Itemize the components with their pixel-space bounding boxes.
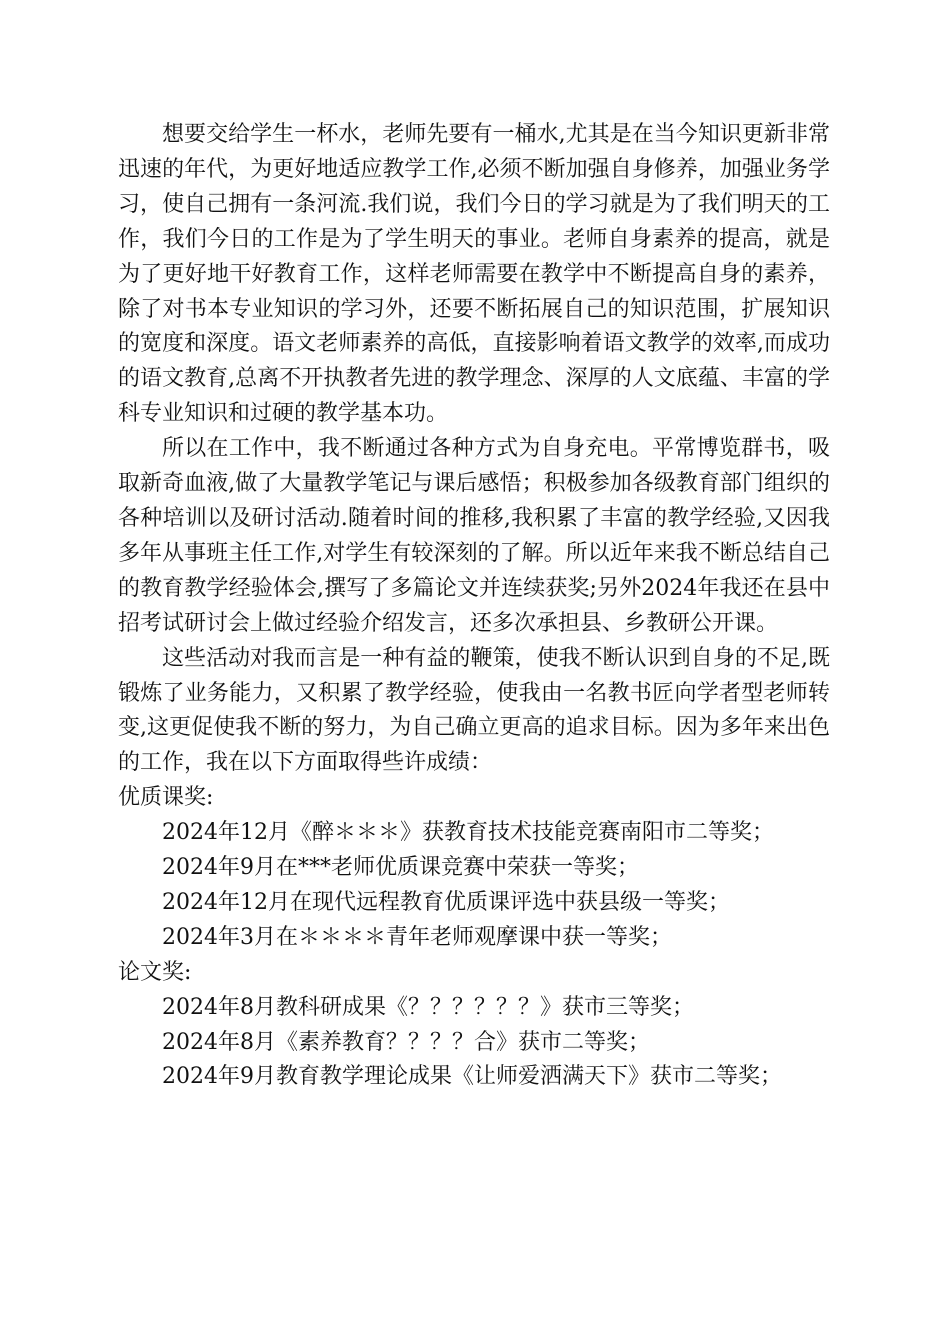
quality-lesson-heading: 优质课奖:	[118, 785, 214, 811]
body-paragraph-3: 这些活动对我而言是一种有益的鞭策，使我不断认识到自身的不足,既锻炼了业务能力，又积累了教学经验，使我由一名教书匠向学者型老师转变,这更促使我不断的努力，为自己确立更高的追求目标。因为多年来出色的工作，我在以下方面取得些许成绩：	[118, 645, 830, 776]
list-item: 2024年12月《醉＊＊＊》获教育技术技能竞赛南阳市二等奖；	[162, 820, 774, 846]
document-page	[118, 118, 830, 1095]
list-item: 2024年9月在***老师优质课竞赛中荣获一等奖；	[162, 855, 639, 881]
body-paragraph-1: 想要交给学生一杯水，老师先要有一桶水,尤其是在当今知识更新非常迅速的年代，为更好地适应教学工作,必须不断加强自身修养，加强业务学习，使自己拥有一条河流.我们说，我们今日的学习就是为了我们明天的工作，我们今日的工作是为了学生明天的事业。老师自身素养的提高，就是为了更好地干好教育工作，这样老师需要在教学中不断提高自身的素养，除了对书本专业知识的学习外，还要不断拓展自己的知识范围，扩展知识的宽度和深度。语文老师素养的高低，直接影响着语文教学的效率,而成功的语文教育,总离不开执教者先进的教学理念、深厚的人文底蕴、丰富的学科专业知识和过硬的教学基本功。	[118, 122, 830, 427]
list-item: 2024年9月教育教学理论成果《让师爱洒满天下》获市二等奖；	[162, 1064, 782, 1090]
paper-award-heading: 论文奖:	[118, 959, 192, 985]
list-item: 2024年8月《素养教育？？？？合》获市二等奖；	[162, 1029, 650, 1055]
quality-lesson-list	[118, 816, 830, 956]
paper-award-list	[118, 991, 830, 1096]
list-item: 2024年8月教科研成果《？？？？？？》获市三等奖；	[162, 994, 694, 1020]
body-paragraph-2: 所以在工作中，我不断通过各种方式为自身充电。平常博览群书，吸取新奇血液,做了大量教学笔记与课后感悟；积极参加各级教育部门组织的各种培训以及研讨活动.随着时间的推移,我积累了丰富的教学经验,又因我多年从事班主任工作,对学生有较深刻的了解。所以近年来我不断总结自己的教育教学经验体会,撰写了多篇论文并连续获奖;另外2024年我还在县中招考试研讨会上做过经验介绍发言，还多次承担县、乡教研公开课。	[118, 436, 830, 636]
list-item: 2024年3月在＊＊＊＊青年老师观摩课中获一等奖；	[162, 924, 672, 950]
list-item: 2024年12月在现代远程教育优质课评选中获县级一等奖；	[162, 889, 730, 915]
